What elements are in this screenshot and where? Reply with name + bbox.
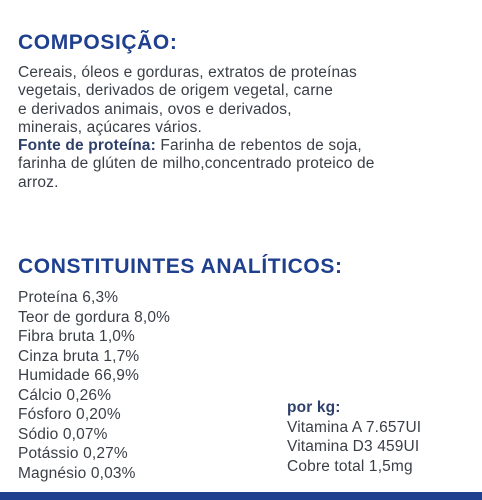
per-kg-item: Vitamina A 7.657UI xyxy=(287,418,422,436)
protein-source-text: Farinha de rebentos de soja, xyxy=(155,137,362,155)
constituent-item: Cálcio 0,26% xyxy=(18,386,112,404)
constituent-item: Magnésio 0,03% xyxy=(18,464,136,482)
constituent-item: Fibra bruta 1,0% xyxy=(18,328,135,345)
constituent-item: Fósforo 0,20% xyxy=(18,406,121,423)
composition-line: e derivados animais, ovos e derivados, xyxy=(18,100,292,118)
constituents-list xyxy=(18,288,170,483)
constituent-item: Humidade 66,9% xyxy=(18,367,140,384)
composition-text xyxy=(18,64,478,192)
protein-source-line: farinha de glúten de milho,concentrado proteico de xyxy=(18,155,375,173)
protein-source-line: arroz. xyxy=(18,173,59,191)
per-kg-item: Cobre total 1,5mg xyxy=(287,457,413,475)
constituent-item: Sódio 0,07% xyxy=(18,425,108,443)
composition-line: minerais, açúcares vários. xyxy=(18,118,202,136)
composition-heading: COMPOSIÇÃO: xyxy=(18,31,178,54)
per-kg-list xyxy=(287,398,421,476)
per-kg-item: Vitamina D3 459UI xyxy=(287,438,420,455)
constituent-item: Potássio 0,27% xyxy=(18,445,128,462)
protein-source-label: Fonte de proteína: xyxy=(18,137,156,155)
composition-line: vegetais, derivados de origem vegetal, carne xyxy=(18,82,334,100)
constituent-item: Proteína 6,3% xyxy=(18,289,119,306)
constituent-item: Cinza bruta 1,7% xyxy=(18,347,140,365)
per-kg-label: por kg: xyxy=(287,399,341,416)
constituents-heading: CONSTITUINTES ANALÍTICOS: xyxy=(18,255,343,278)
protein-source-line xyxy=(18,137,478,155)
bottom-bar xyxy=(0,492,482,500)
composition-line: Cereais, óleos e gorduras, extratos de proteínas xyxy=(18,64,357,81)
constituent-item: Teor de gordura 8,0% xyxy=(18,308,171,326)
